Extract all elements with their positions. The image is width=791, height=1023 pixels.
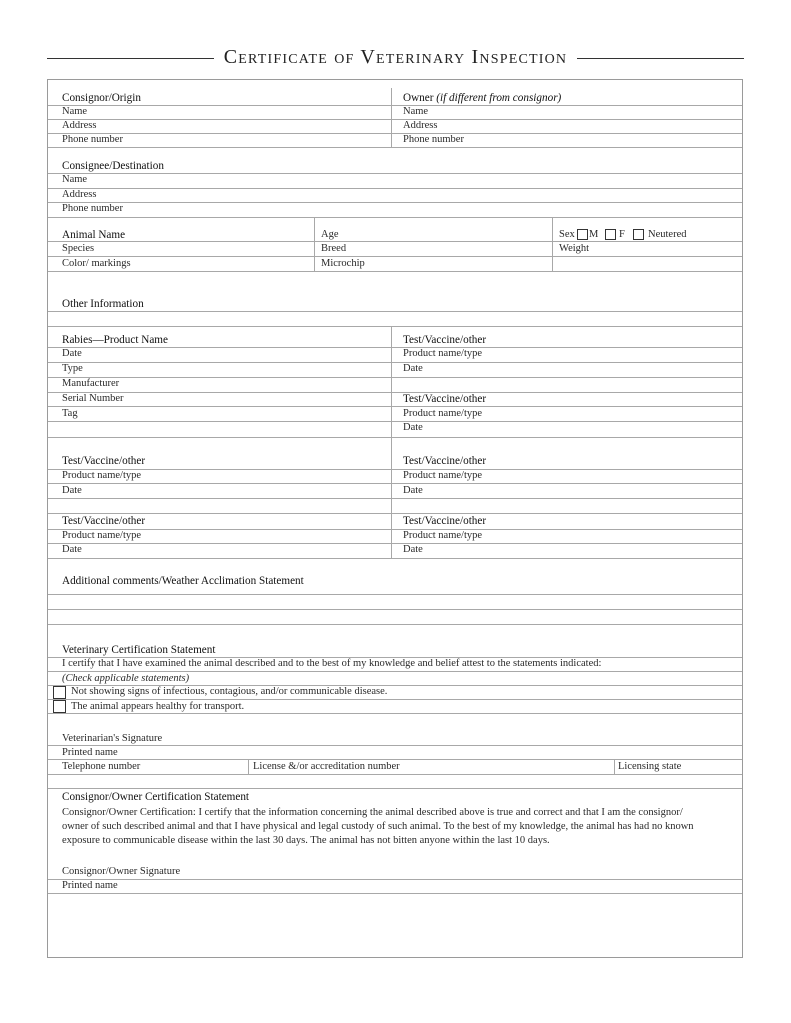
microchip-field[interactable]: Microchip — [321, 258, 365, 269]
not-showing-signs-checkbox[interactable] — [53, 686, 66, 699]
test-2-product-field[interactable]: Product name/type — [403, 408, 483, 419]
comments-heading: Additional comments/Weather Acclimation Statement — [62, 575, 304, 587]
animal-sex-label: Sex — [559, 229, 575, 240]
sex-male-label: M — [589, 229, 599, 240]
owner-phone-field[interactable]: Phone number — [403, 134, 464, 145]
check-note: (Check applicable statements) — [62, 673, 190, 684]
vet-cert-statement: I certify that I have examined the animal described and to the best of my knowledge and belief attest to the statements indicated: — [62, 658, 602, 669]
animal-name-field[interactable]: Animal Name — [62, 229, 126, 241]
consignor-heading: Consignor/Origin — [62, 92, 141, 104]
owner-heading: Owner (if different from consignor) — [403, 92, 562, 104]
owner-cert-heading: Consignor/Owner Certification Statement — [62, 791, 250, 803]
not-showing-signs-label: Not showing signs of infectious, contagious, and/or communicable disease. — [71, 686, 388, 697]
sex-male-checkbox[interactable] — [577, 229, 588, 240]
sex-female-label: F — [619, 229, 625, 240]
rabies-heading: Rabies—Product Name — [62, 334, 168, 346]
owner-signature-field[interactable]: Consignor/Owner Signature — [62, 866, 181, 877]
consignee-name-field[interactable]: Name — [62, 174, 88, 185]
test-5-date-field[interactable]: Date — [62, 544, 82, 555]
test-1-product-field[interactable]: Product name/type — [403, 348, 483, 359]
consignee-phone-field[interactable]: Phone number — [62, 203, 123, 214]
inspection-form — [47, 79, 743, 958]
page-title: Certificate of Veterinary Inspection — [0, 46, 791, 69]
species-field[interactable]: Species — [62, 243, 95, 254]
test-5-product-field[interactable]: Product name/type — [62, 530, 142, 541]
rabies-manufacturer-field[interactable]: Manufacturer — [62, 378, 120, 389]
neutered-label: Neutered — [648, 229, 687, 240]
license-field[interactable]: License &/or accreditation number — [253, 761, 400, 772]
owner-name-field[interactable]: Name — [403, 106, 429, 117]
title-row — [0, 46, 791, 72]
vet-signature-field[interactable]: Veterinarian's Signature — [62, 733, 163, 744]
consignor-address-field[interactable]: Address — [62, 120, 97, 131]
test-heading-5: Test/Vaccine/other — [62, 515, 146, 527]
test-6-date-field[interactable]: Date — [403, 544, 423, 555]
test-4-product-field[interactable]: Product name/type — [403, 470, 483, 481]
test-4-date-field[interactable]: Date — [403, 485, 423, 496]
telephone-field[interactable]: Telephone number — [62, 761, 141, 772]
rabies-type-field[interactable]: Type — [62, 363, 83, 374]
vet-printed-name-field[interactable]: Printed name — [62, 747, 118, 758]
owner-cert-line-3: exposure to communicable disease within the last 30 days. The animal has not bitten anyone within the last 10 days. — [62, 835, 550, 846]
vet-cert-heading: Veterinary Certification Statement — [62, 644, 216, 656]
owner-printed-name-field[interactable]: Printed name — [62, 880, 118, 891]
consignor-name-field[interactable]: Name — [62, 106, 88, 117]
consignee-heading: Consignee/Destination — [62, 160, 164, 172]
consignee-address-field[interactable]: Address — [62, 189, 97, 200]
test-heading-6: Test/Vaccine/other — [403, 515, 487, 527]
neutered-checkbox[interactable] — [633, 229, 644, 240]
sex-female-checkbox[interactable] — [605, 229, 616, 240]
owner-address-field[interactable]: Address — [403, 120, 438, 131]
test-6-product-field[interactable]: Product name/type — [403, 530, 483, 541]
rabies-date-field[interactable]: Date — [62, 348, 82, 359]
weight-field[interactable]: Weight — [559, 243, 590, 254]
other-information-heading: Other Information — [62, 298, 144, 310]
breed-field[interactable]: Breed — [321, 243, 347, 254]
owner-cert-line-1: Consignor/Owner Certification: I certify that the information concerning the animal described above is true and correct and that I am the consignor/ — [62, 807, 683, 818]
color-markings-field[interactable]: Color/ markings — [62, 258, 131, 269]
test-2-date-field[interactable]: Date — [403, 422, 423, 433]
animal-age-field[interactable]: Age — [321, 229, 339, 240]
test-heading-4: Test/Vaccine/other — [403, 455, 487, 467]
test-3-date-field[interactable]: Date — [62, 485, 82, 496]
test-heading-1: Test/Vaccine/other — [403, 334, 487, 346]
rabies-serial-field[interactable]: Serial Number — [62, 393, 124, 404]
test-1-date-field[interactable]: Date — [403, 363, 423, 374]
test-heading-3: Test/Vaccine/other — [62, 455, 146, 467]
test-heading-2: Test/Vaccine/other — [403, 393, 487, 405]
licensing-state-field[interactable]: Licensing state — [618, 761, 682, 772]
healthy-transport-checkbox[interactable] — [53, 700, 66, 713]
owner-cert-line-2: owner of such described animal and that I have physical and legal custody of such animal. To the best of my knowledge, the animal has had no known — [62, 821, 694, 832]
rabies-tag-field[interactable]: Tag — [62, 408, 78, 419]
healthy-transport-label: The animal appears healthy for transport. — [71, 701, 245, 712]
consignor-phone-field[interactable]: Phone number — [62, 134, 123, 145]
test-3-product-field[interactable]: Product name/type — [62, 470, 142, 481]
